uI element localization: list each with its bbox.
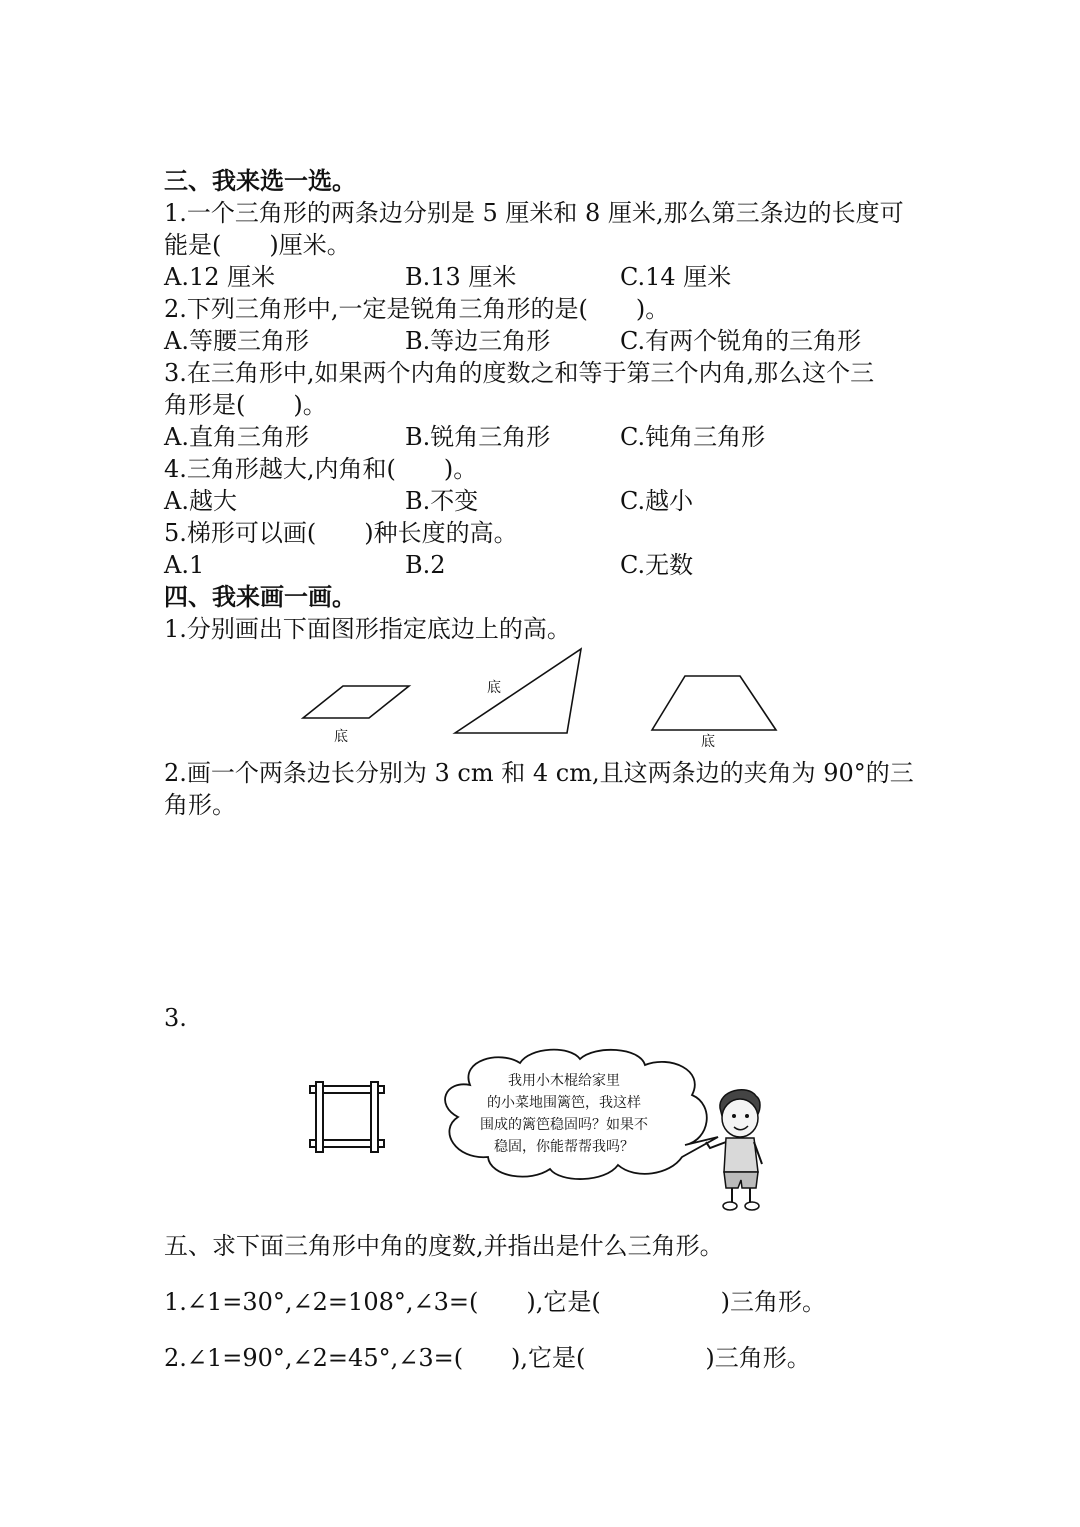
q3-option-a: A.直角三角形 — [164, 423, 309, 451]
q5-option-a: A.1 — [164, 551, 205, 579]
q5-text: 5.梯形可以画( )种长度的高。 — [164, 519, 518, 547]
speech-line-4: 稳固，你能帮帮我吗？ — [494, 1139, 634, 1155]
q1-option-a: A.12 厘米 — [164, 263, 276, 291]
trapezoid-base-label: 底 — [701, 734, 715, 750]
q5-option-c: C.无数 — [620, 551, 694, 579]
angle-q2-text: 2.∠1=90°,∠2=45°,∠3=( ),它是( )三角形。 — [164, 1344, 811, 1372]
q4-option-b: B.不变 — [405, 487, 479, 515]
q5-option-b: B.2 — [405, 551, 446, 579]
q1-text-line2: 能是( )厘米。 — [164, 231, 351, 259]
geometry-figures — [0, 640, 1080, 760]
draw-q3-number: 3. — [164, 1004, 187, 1032]
draw-q1-text: 1.分别画出下面图形指定底边上的高。 — [164, 615, 571, 643]
trapezoid-shape — [652, 676, 776, 730]
stick-fence-icon — [310, 1082, 390, 1154]
q2-option-b: B.等边三角形 — [405, 327, 551, 355]
q2-option-a: A.等腰三角形 — [164, 327, 309, 355]
triangle-base-label: 底 — [487, 680, 501, 696]
q3-option-c: C.钝角三角形 — [620, 423, 766, 451]
q3-text-line1: 3.在三角形中,如果两个内角的度数之和等于第三个内角,那么这个三 — [164, 359, 875, 387]
right-triangle-shape — [455, 649, 581, 733]
speech-line-3: 围成的篱笆稳固吗？如果不 — [480, 1117, 648, 1133]
parallelogram-base-label: 底 — [334, 729, 348, 745]
q2-text: 2.下列三角形中,一定是锐角三角形的是( )。 — [164, 295, 670, 323]
speech-line-1: 我用小木棍给家里 — [508, 1073, 620, 1089]
q4-option-a: A.越大 — [164, 487, 237, 515]
q4-text: 4.三角形越大,内角和( )。 — [164, 455, 478, 483]
speech-bubble-text — [446, 1070, 682, 1158]
q3-text-line2: 角形是( )。 — [164, 391, 327, 419]
q2-option-c: C.有两个锐角的三角形 — [620, 327, 862, 355]
section5-heading: 五、求下面三角形中角的度数,并指出是什么三角形。 — [164, 1232, 724, 1260]
section4-heading: 四、我来画一画。 — [164, 582, 356, 611]
section3-heading: 三、我来选一选。 — [164, 166, 356, 195]
angle-q1-text: 1.∠1=30°,∠2=108°,∠3=( ),它是( )三角形。 — [164, 1288, 827, 1316]
draw-q2-text-line2: 角形。 — [164, 791, 236, 819]
q1-option-b: B.13 厘米 — [405, 263, 517, 291]
q1-text-line1: 1.一个三角形的两条边分别是 5 厘米和 8 厘米,那么第三条边的长度可 — [164, 199, 904, 227]
speech-line-2: 的小菜地围篱笆，我这样 — [487, 1095, 641, 1111]
q4-option-c: C.越小 — [620, 487, 694, 515]
draw-q2-text-line1: 2.画一个两条边长分别为 3 cm 和 4 cm,且这两条边的夹角为 90°的三 — [164, 759, 914, 787]
q1-option-c: C.14 厘米 — [620, 263, 732, 291]
boy-cartoon-icon — [704, 1084, 784, 1214]
parallelogram-shape — [303, 686, 409, 718]
q3-option-b: B.锐角三角形 — [405, 423, 551, 451]
